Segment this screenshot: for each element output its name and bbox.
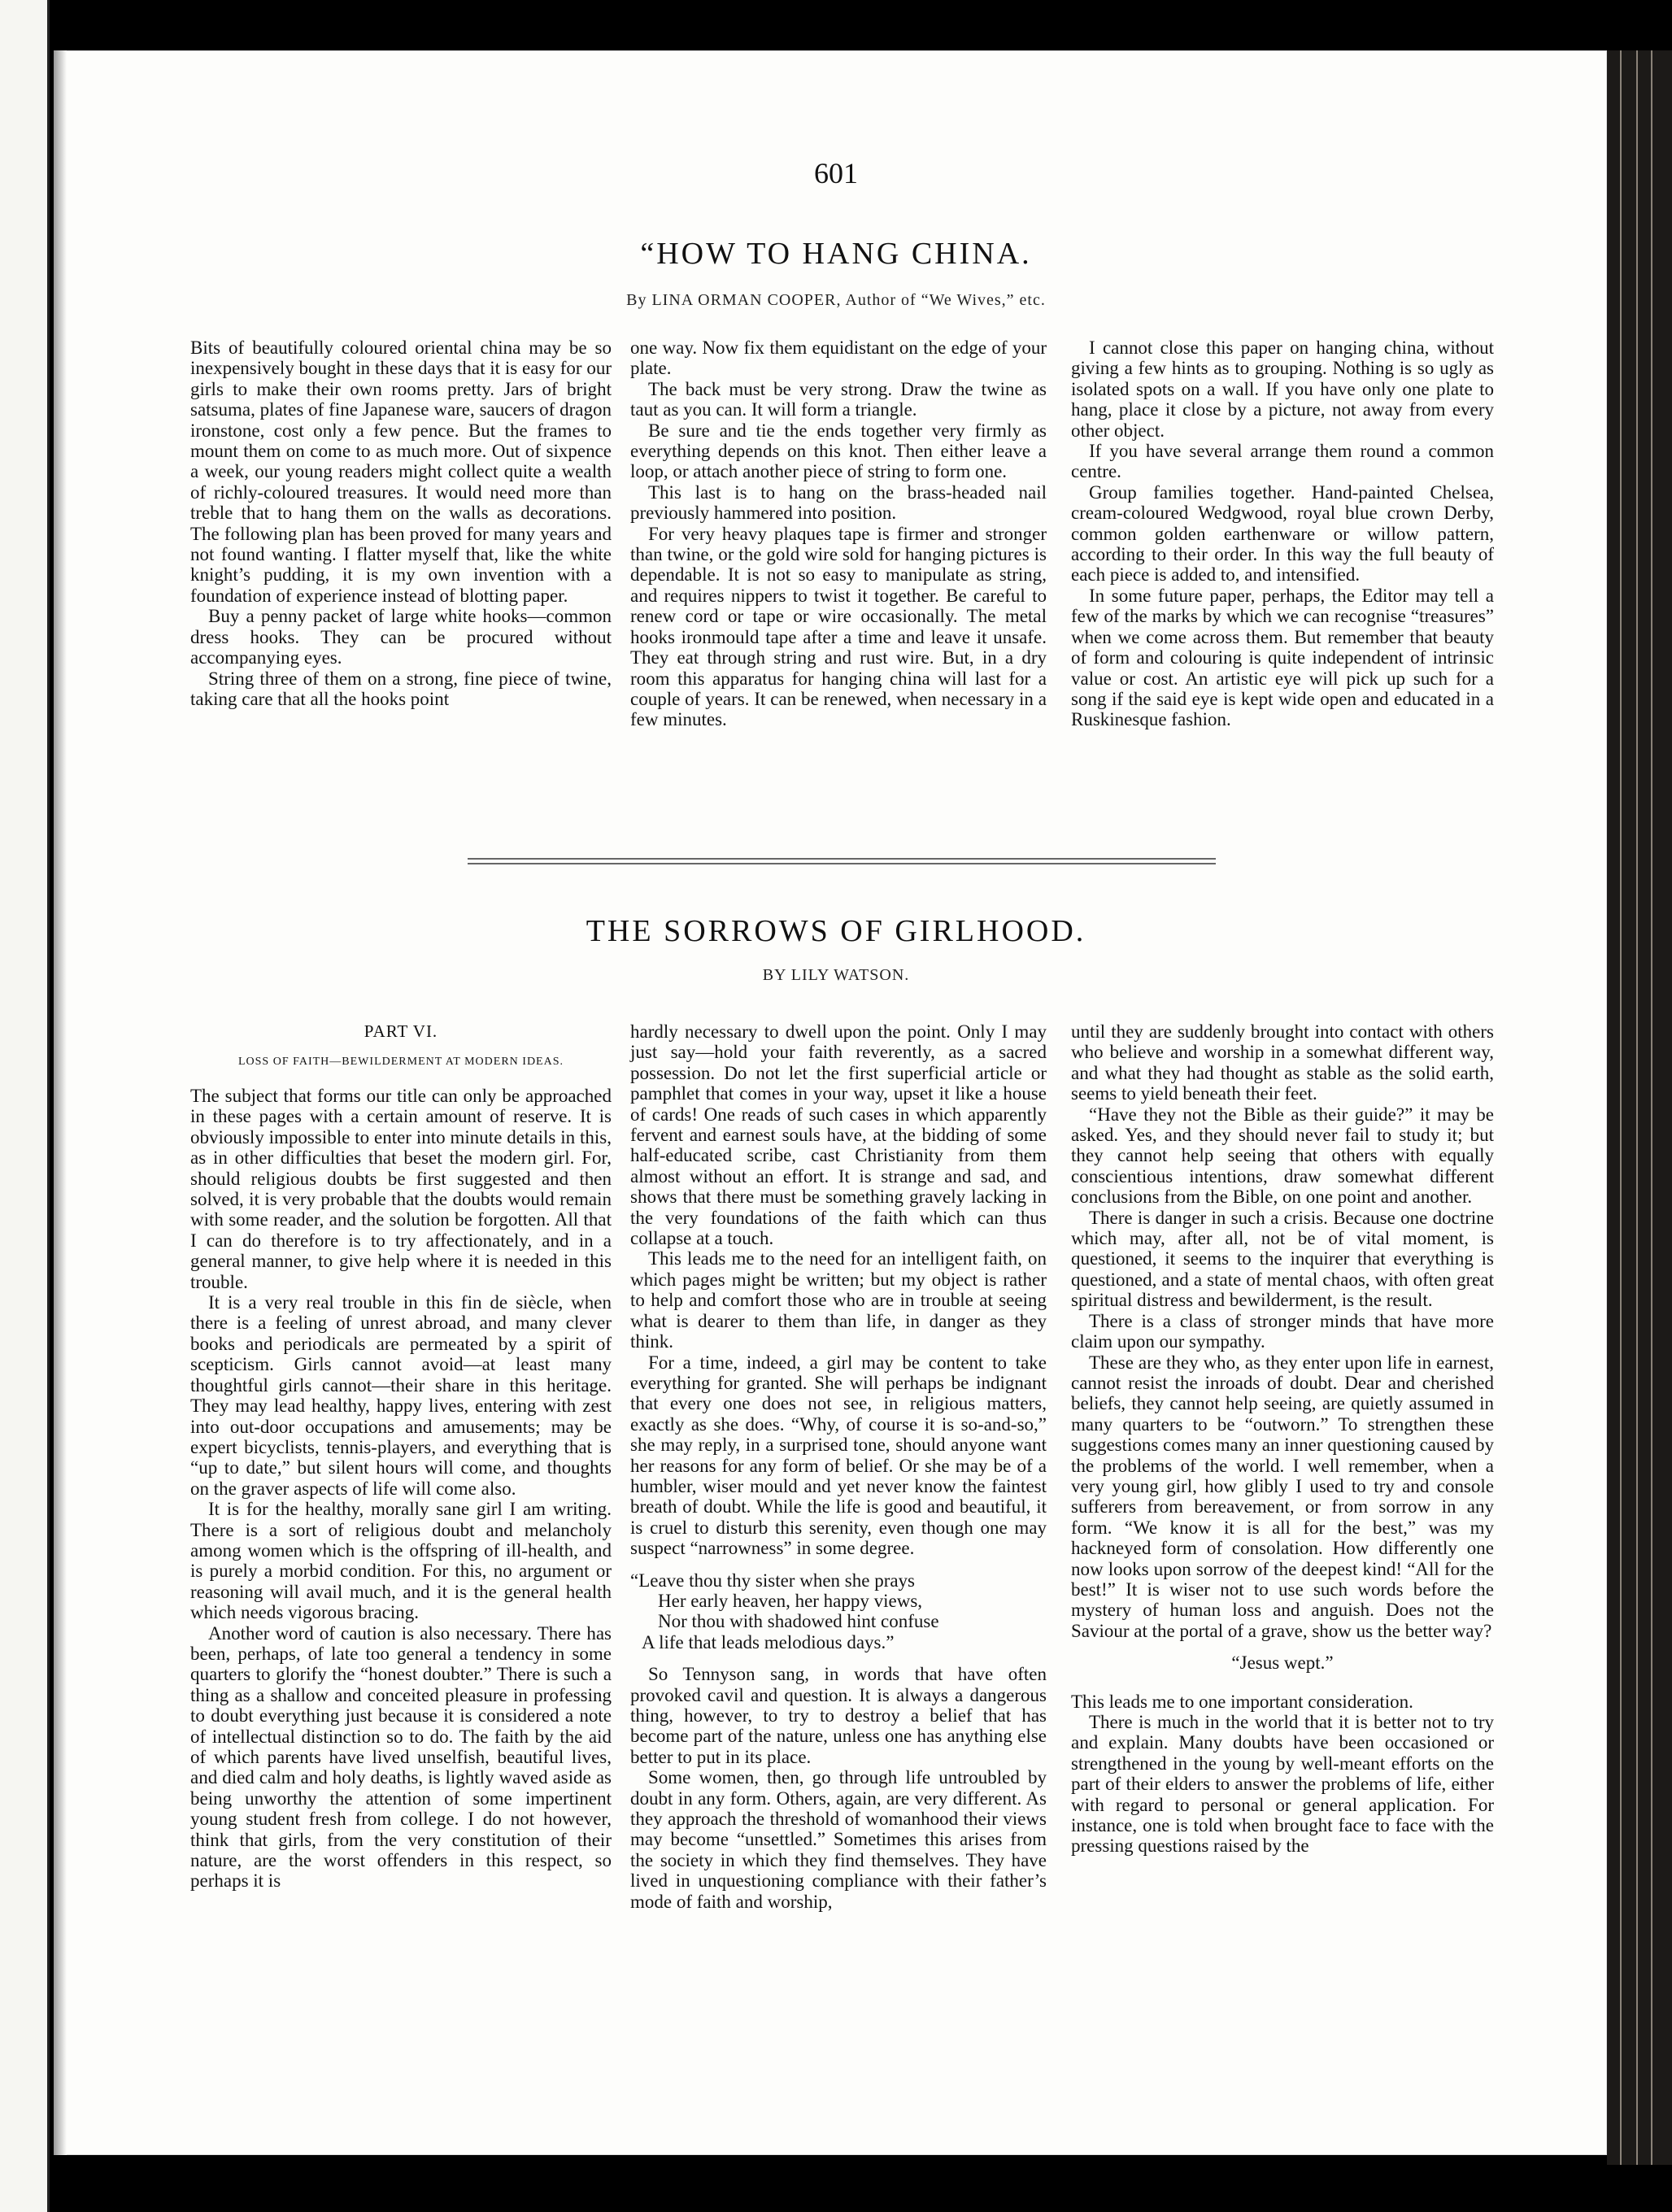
verse-line: A life that leads melodious days.”	[642, 1631, 895, 1652]
paragraph: hardly necessary to dwell upon the point. Only I may just say—hold your faith reverently, as a sacred possession. Do not let the first superficial article or pamphlet that comes in your way, upset it like a house of cards! One reads of such cases in which apparently fervent and earnest souls have, at the bidding of some half-educated scribe, cast Christianity from them almost without an effort. It is strange and sad, and shows that there must be something gravely lacking in the very foundations of the faith which can thus collapse at a touch.	[630, 1021, 1047, 1249]
paragraph: The subject that forms our title can only be approached in these pages with a certain amount of reserve. It is obviously impossible to enter into minute details in this, as in other difficulties that beset the modern girl. For, should religious doubts be first suggested and then solved, it is very probable that the doubts would remain with some reader, and the solution be forgotten. All that I can do therefore is to try affectionately, and in a general manner, to give help where it is needed in this trouble.	[190, 1086, 612, 1292]
paragraph: Be sure and tie the ends together very firmly as everything depends on this knot. Then either leave a loop, or attach another piece of string to form one.	[630, 420, 1047, 482]
paragraph: In some future paper, perhaps, the Editor may tell a few of the marks by which we can recognise “treasures” when we come across them. But remember that beauty of form and colouring is quite independent of intrinsic value or cost. An artistic eye will pick up such for a song if the said eye is kept wide open and educated in a Ruskinesque fashion.	[1071, 585, 1494, 730]
paragraph: If you have several arrange them round a common centre.	[1071, 441, 1494, 482]
paragraph: It is for the healthy, morally sane girl I am writing. There is a sort of religious doubt and melancholy among women which is the offspring of ill-health, and is purely a morbid condition. For this, no argument or reasoning will avail much, and it is the general health which needs vigorous bracing.	[190, 1499, 612, 1623]
paragraph: one way. Now fix them equidistant on the edge of your plate.	[630, 337, 1047, 379]
article1-column-2	[630, 337, 1047, 730]
paragraph: This last is to hang on the brass-headed nail previously hammered into position.	[630, 481, 1047, 524]
article2-column-1	[190, 1086, 612, 1892]
paragraph: So Tennyson sang, in words that have often provoked cavil and question. It is always a dangerous thing, however, to try to destroy a belief that has become part of the nature, unless one has anything else better to put in its place.	[630, 1664, 1047, 1767]
paragraph: Another word of caution is also necessary. There has been, perhaps, of late too general a tendency in some quarters to glorify the “honest doubter.” There is such a thing as a shallow and conceited pleasure in professing to doubt everything just because it is considered a note of intellectual distinction so to do. The faith by the aid of which parents have lived unselfish, beautiful lives, and died calm and holy deaths, is lightly waved aside as being unworthy the attention of some impertinent young student fresh from college. I do not however, think that girls, from the very constitution of their nature, are the worst offenders in this respect, so perhaps it is	[190, 1622, 612, 1892]
verse-line: Her early heaven, her happy views,	[658, 1590, 923, 1611]
paragraph: For a time, indeed, a girl may be content to take everything for granted. She will perhaps be indignant that every one does not see, in religious matters, exactly as she does. “Why, of course it is so-and-so,” she may reply, in a surprised tone, should anyone want her reasons for any form of belief. Or she may be of a humbler, wiser mould and yet never know the faintest breath of doubt. While the life is good and beautiful, it is cruel to disturb this serenity, even though one may suspect “narrowness” in some degree.	[630, 1352, 1047, 1559]
paragraph: There is a class of stronger minds that have more claim upon our sympathy.	[1071, 1310, 1494, 1352]
article-byline: BY LILY WATSON.	[762, 966, 910, 984]
article2-column-2	[630, 1021, 1047, 1912]
paragraph: There is much in the world that it is better not to try and explain. Many doubts have been occasioned or strengthened in the young by well-meant efforts on the part of their elders to answer the problems of life, either with regard to personal or general application. For instance, one is told when brought face to face with the pressing questions raised by the	[1071, 1712, 1494, 1857]
verse-quotation	[630, 1570, 1047, 1653]
paragraph: There is danger in such a crisis. Because one doctrine which may, after all, not be of vital moment, is questioned, it seems to the inquirer that everything is questioned, and a state of mental chaos, with often great spiritual distress and bewilderment, is the result.	[1071, 1207, 1494, 1311]
article-title: THE SORROWS OF GIRLHOOD.	[586, 914, 1086, 948]
paragraph: For very heavy plaques tape is firmer and stronger than twine, or the gold wire sold for hanging pictures is dependable. It is not so easy to manipulate as string, and requires nippers to twist it together. Be careful to renew cord or tape or wire occasionally. The metal hooks ironmould tape after a time and leave it unsafe. They eat through string and rust wire. But, in a dry room this apparatus for hanging china will last for a couple of years. It can be renewed, when necessary in a few minutes.	[630, 523, 1047, 730]
article1-column-3	[1071, 337, 1494, 730]
gutter-shade	[54, 50, 67, 2155]
page-number: 601	[814, 157, 858, 189]
verse-line: Nor thou with shadowed hint confuse	[658, 1611, 939, 1632]
page-edge-line	[1620, 50, 1622, 2165]
paragraph: I cannot close this paper on hanging china, without giving a few hints as to grouping. Nothing is so ugly as isolated spots on a wall. If you have only one plate to hang, place it close by a picture, not away from every other object.	[1071, 337, 1494, 441]
paragraph: Bits of beautifully coloured oriental china may be so inexpensively bought in these days that it is easy for our girls to make their own rooms pretty. Jars of bright satsuma, plates of fine Japanese ware, saucers of dragon ironstone, cost only a few pence. But the frames to mount them on come to as much more. Out of sixpence a week, our young readers might collect quite a wealth of richly-coloured treasures. It would need more than treble that to hang them on the walls as decorations. The following plan has been proved for many years and not found wanting. I flatter myself that, like the white knight’s pudding, it is my own invention with a foundation of experience instead of blotting paper.	[190, 337, 612, 606]
article-byline: By LINA ORMAN COOPER, Author of “We Wives,” etc.	[626, 291, 1046, 309]
part-subheading: LOSS OF FAITH—BEWILDERMENT AT MODERN IDEAS.	[237, 1056, 564, 1068]
paragraph: It is a very real trouble in this fin de siècle, when there is a feeling of unrest abroad, and many clever books and periodicals are permeated by a spirit of scepticism. Girls cannot avoid—at least many thoughtful girls cannot—their share in this heritage. They may lead healthy, happy lives, entering with zest into out-door occupations and amusements; may be expert bicyclists, tennis-players, and everything that is “up to date,” but silent hours will come, and thoughts on the graver aspects of life will come also.	[190, 1292, 612, 1499]
paragraph: Buy a penny packet of large white hooks—common dress hooks. They can be procured without accompanying eyes.	[190, 606, 612, 668]
page-edge-line	[1636, 50, 1638, 2165]
divider-rule	[468, 858, 1216, 860]
paragraph: The back must be very strong. Draw the twine as taut as you can. It will form a triangle.	[630, 378, 1047, 420]
verse-line: “Leave thou thy sister when she prays	[630, 1570, 916, 1591]
part-heading: PART VI.	[364, 1021, 438, 1041]
paragraph: Some women, then, go through life untroubled by doubt in any form. Others, again, are very different. As they approach the threshold of womanhood their views may become “unsettled.” Sometimes this arises from the society in which they find themselves. They have lived in unquestioning compliance with their father’s mode of faith and worship,	[630, 1767, 1047, 1912]
paragraph: These are they who, as they enter upon life in earnest, cannot resist the inroads of doubt. Dear and cherished beliefs, they cannot help seeing, are quietly assumed in many quarters to be “outworn.” To strengthen these suggestions comes many an inner questioning caused by the problems of the world. I well remember, when a very young girl, how glibly I used to try and console sufferers from bereavement, or from sorrow in any form. “We know it is all for the best,” was my hackneyed form of consolation. How differently one now looks upon sorrow of the deepest kind! “All for the best!” It is wiser not to use such words before the mystery of human loss and anguish. Does not the Saviour at the portal of a grave, show us the better way?	[1071, 1352, 1494, 1641]
paragraph: This leads me to the need for an intelligent faith, on which pages might be written; but my object is rather to help and comfort those who are in trouble at seeing what is dearer to them than life, in danger as they think.	[630, 1248, 1047, 1352]
page-edge-line	[1651, 50, 1652, 2165]
paragraph: Group families together. Hand-painted Chelsea, cream-coloured Wedgwood, royal blue crown Derby, common golden earthenware or willow pattern, according to their order. In this way the full beauty of each piece is added to, and intensified.	[1071, 481, 1494, 586]
section-divider	[468, 858, 1216, 868]
article-title: “HOW TO HANG CHINA.	[640, 237, 1032, 271]
paragraph: This leads me to one important consideration.	[1071, 1691, 1413, 1712]
quotation: “Jesus wept.”	[1231, 1652, 1334, 1674]
paragraph: String three of them on a strong, fine piece of twine, taking care that all the hooks point	[190, 668, 612, 709]
article1-column-1	[190, 337, 612, 709]
divider-rule	[468, 863, 1216, 864]
article2-column-3	[1071, 1021, 1494, 1857]
paragraph: until they are suddenly brought into contact with others who believe and worship in a somewhat different way, and what they had thought as stable as the solid earth, seems to yield beneath their feet.	[1071, 1021, 1494, 1104]
left-page-edge	[0, 0, 50, 2212]
book-edge	[1607, 50, 1672, 2165]
paragraph: “Have they not the Bible as their guide?” it may be asked. Yes, and they should never fail to study it; but they cannot help seeing that others with equally conscientious intentions, draw somewhat different conclusions from the Bible, on one point and another.	[1071, 1104, 1494, 1208]
